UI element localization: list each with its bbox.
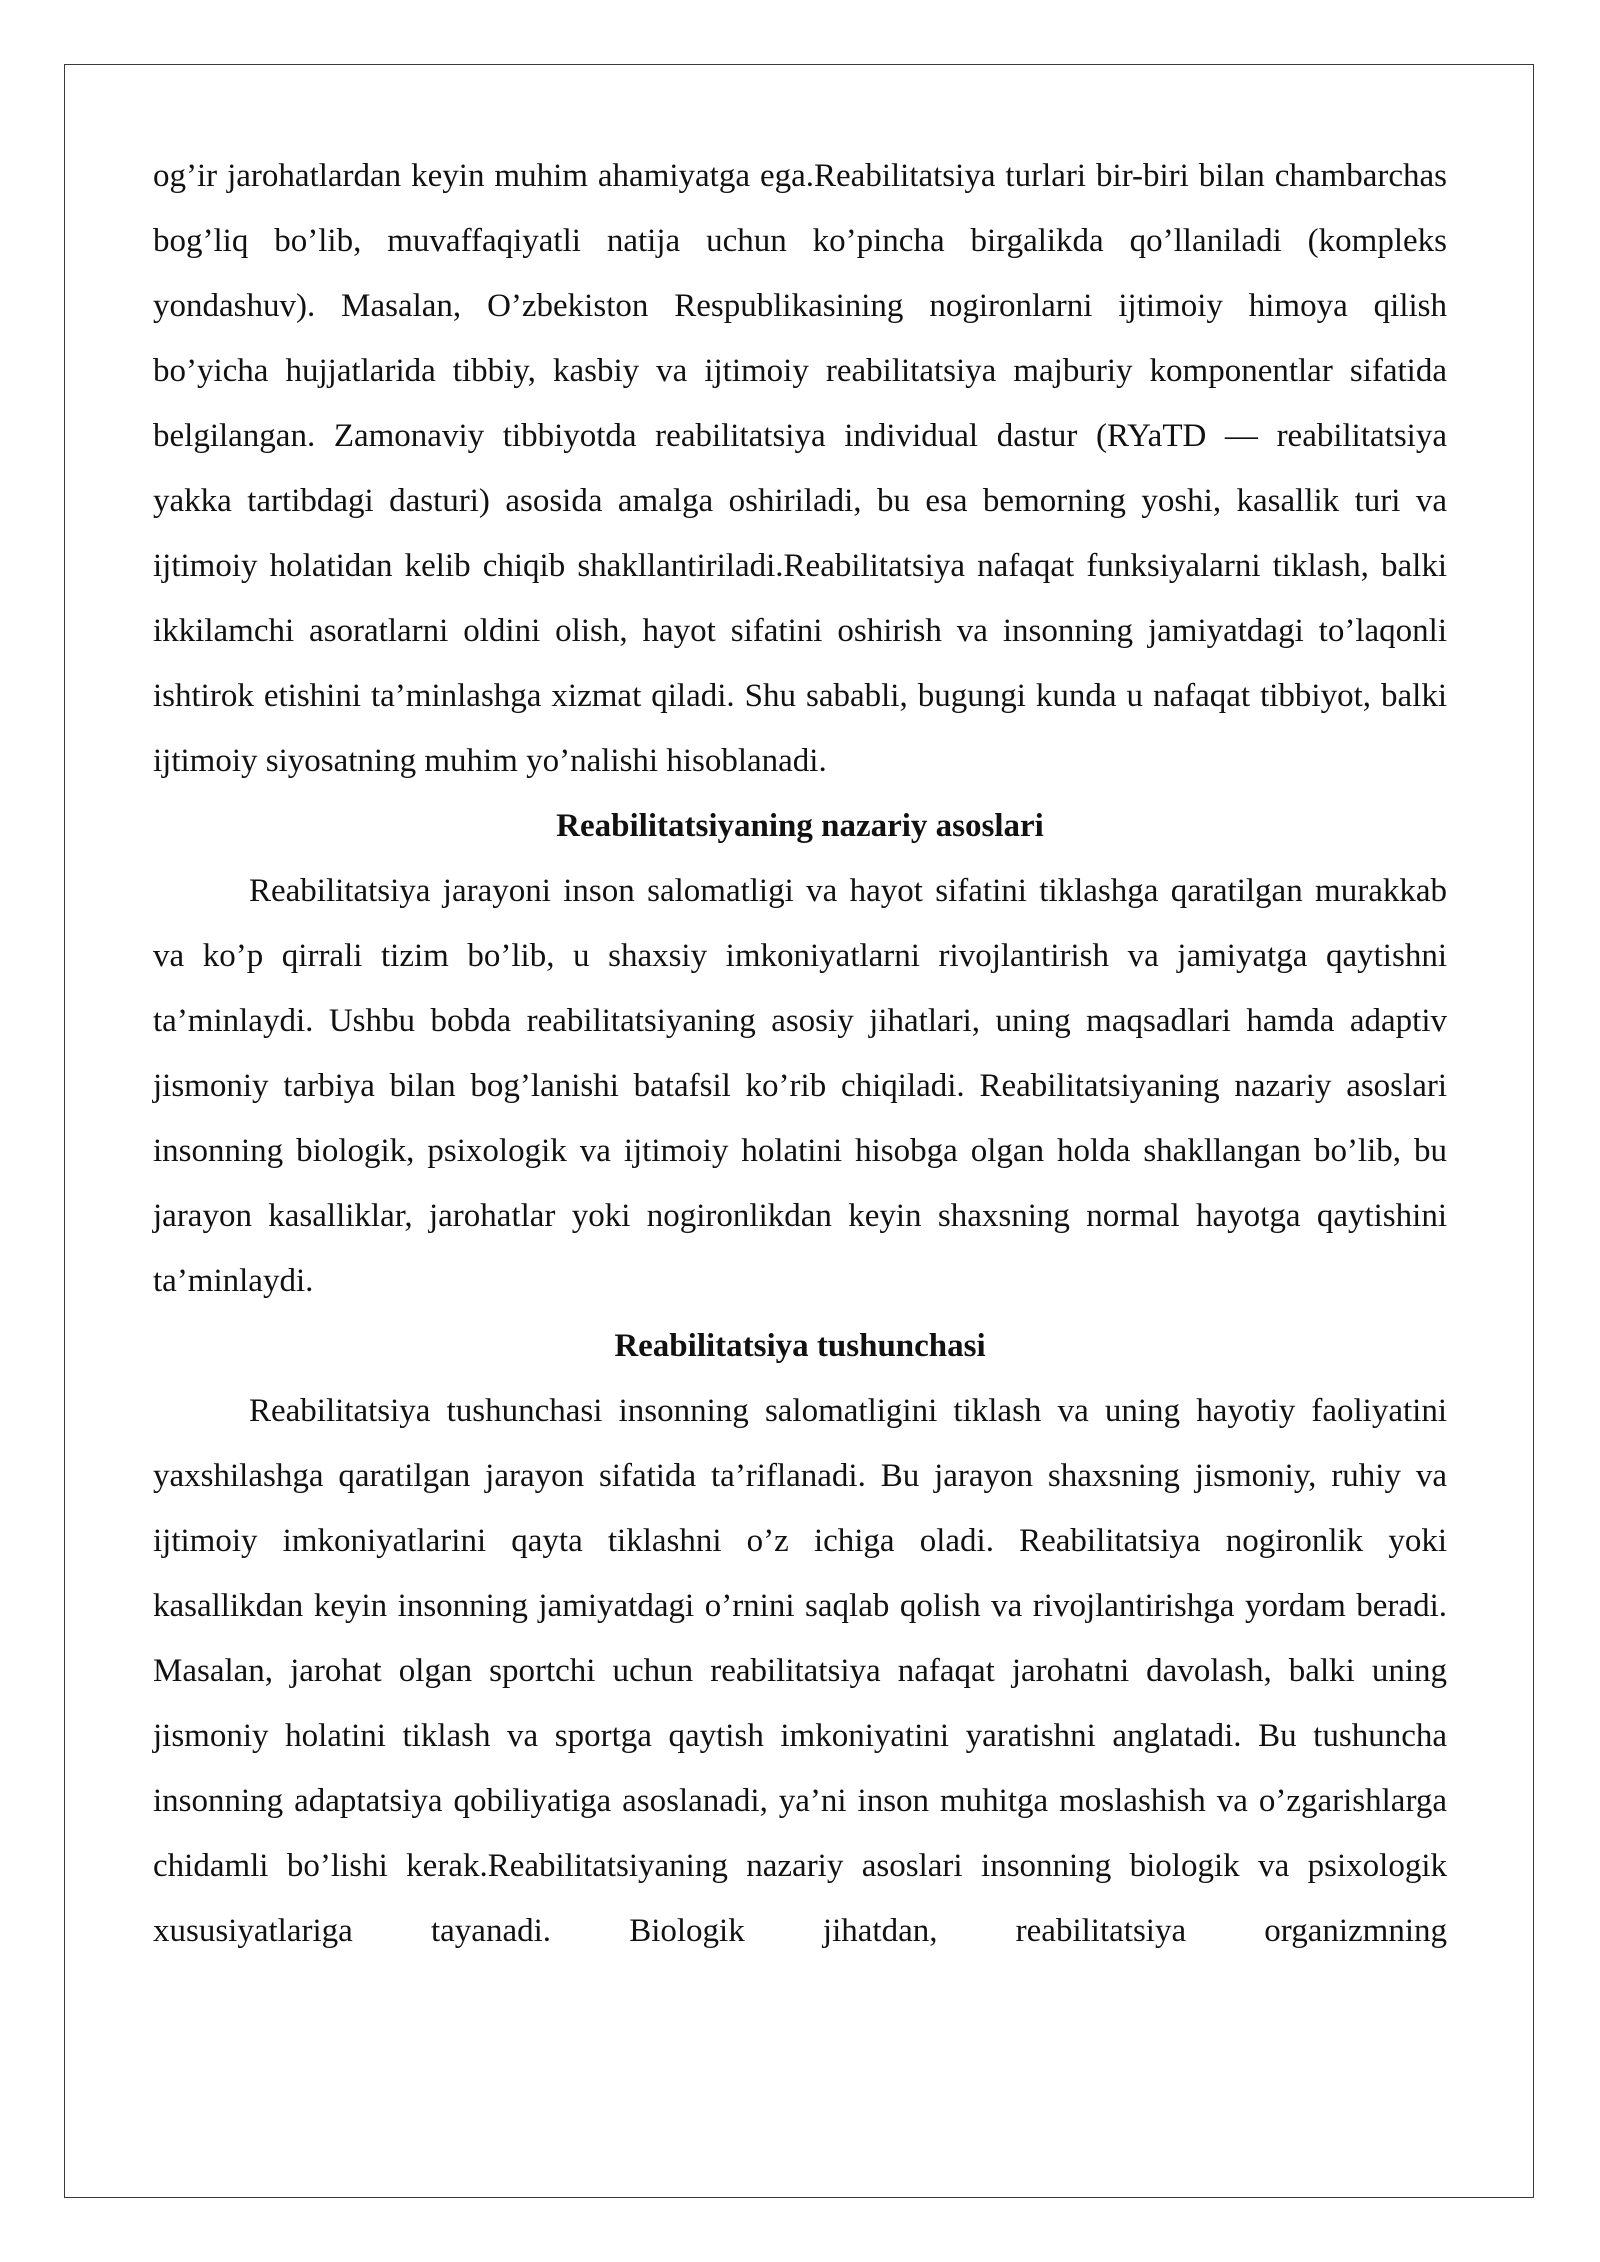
body-paragraph: og’ir jarohatlardan keyin muhim ahamiyatga ega.Reabilitatsiya turlari bir-biri bilan chambarchas bog’liq bo’lib, muvaffaqiyatli natija uchun ko’pincha birgalikda qo’llaniladi (kompleks yondashuv). Masalan, O’zbekiston Respublikasining nogironlarni ijtimoiy himoya qilish bo’yicha hujjatlarida tibbiy, kasbiy va ijtimoiy reabilitatsiya majburiy komponentlar sifatida belgilangan. Zamonaviy tibbiyotda reabilitatsiya individual dastur (RYaTD — reabilitatsiya yakka tartibdagi dasturi) asosida amalga oshiriladi, bu esa bemorning yoshi, kasallik turi va ijtimoiy holatidan kelib chiqib shakllantiriladi.Reabilitatsiya nafaqat funksiyalarni tiklash, balki ikkilamchi asoratlarni oldini olish, hayot sifatini oshirish va insonning jamiyatdagi to’laqonli ishtirok etishini ta’minlashga xizmat qiladi. Shu sababli, bugungi kunda u nafaqat tibbiyot, balki ijtimoiy siyosatning muhim yo’nalishi hisoblanadi. bbox=[153, 158, 1447, 779]
body-paragraph: Reabilitatsiya tushunchasi insonning salomatligini tiklash va uning hayotiy faoliyatini yaxshilashga qaratilgan jarayon sifatida ta’riflanadi. Bu jarayon shaxsning jismoniy, ruhiy va ijtimoiy imkoniyatlarini qayta tiklashni o’z ichiga oladi. Reabilitatsiya nogironlik yoki kasallikdan keyin insonning jamiyatdagi o’rnini saqlab qolish va rivojlantirishga yordam beradi. Masalan, jarohat olgan sportchi uchun reabilitatsiya nafaqat jarohatni davolash, balki uning jismoniy holatini tiklash va sportga qaytish imkoniyatini yaratishni anglatadi. Bu tushuncha insonning adaptatsiya qobiliyatiga asoslanadi, ya’ni inson muhitga moslashish va o’zgarishlarga chidamli bo’lishi kerak.Reabilitatsiyaning nazariy asoslari insonning biologik va psixologik xususiyatlariga tayanadi. Biologik jihatdan, reabilitatsiya organizmning bbox=[153, 1393, 1447, 1949]
subsection-heading: Reabilitatsiya tushunchasi bbox=[614, 1328, 986, 1364]
section-heading: Reabilitatsiyaning nazariy asoslari bbox=[556, 808, 1044, 844]
body-paragraph: Reabilitatsiya jarayoni inson salomatligi va hayot sifatini tiklashga qaratilgan murakkab va ko’p qirrali tizim bo’lib, u shaxsiy imkoniyatlarni rivojlantirish va jamiyatga qaytishni ta’minlaydi. Ushbu bobda reabilitatsiyaning asosiy jihatlari, uning maqsadlari hamda adaptiv jismoniy tarbiya bilan bog’lanishi batafsil ko’rib chiqiladi. Reabilitatsiyaning nazariy asoslari insonning biologik, psixologik va ijtimoiy holatini hisobga olgan holda shakllangan bo’lib, bu jarayon kasalliklar, jarohatlar yoki nogironlikdan keyin shaxsning normal hayotga qaytishini ta’minlaydi. bbox=[153, 873, 1447, 1299]
document-body bbox=[153, 144, 1447, 1964]
